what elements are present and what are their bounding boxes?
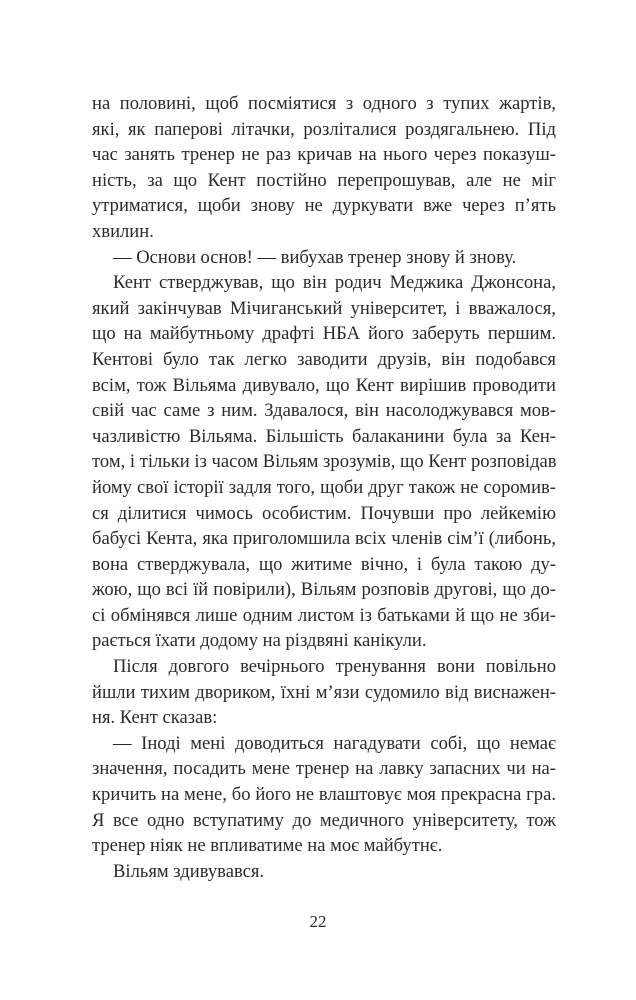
text-line: ність, за що Кент постійно перепрошував, але не міг (92, 169, 556, 191)
text-line: рається їхати додому на різдвяні канікули. (92, 630, 427, 652)
paragraph (92, 245, 556, 271)
text-line: жою, що всі їй повірили), Вільям розповів другові, що до- (92, 579, 556, 601)
text-line: йому свої історії задля того, щоби друг також не соромив- (92, 476, 556, 498)
paragraph (92, 654, 556, 731)
text-line: тренер ніяк не впливатиме на моє майбутнє. (92, 835, 443, 857)
text-line: які, як паперові літачки, розліталися роздягальнею. Під (92, 118, 556, 140)
paragraph (92, 731, 556, 859)
text-line: бабусі Кента, яка приголомшила всіх членів сім’ї (либонь, (92, 528, 556, 550)
text-line: Вільям здивувався. (113, 860, 265, 882)
paragraph (92, 270, 556, 654)
text-line: всім, тож Вільяма дивувало, що Кент вирішив проводити (92, 374, 556, 396)
text-line: Кент стверджував, що він родич Меджика Джонсона, (113, 272, 556, 294)
text-line: значення, посадить мене тренер на лавку запасних чи на- (92, 758, 556, 780)
text-line: ня. Кент сказав: (92, 707, 218, 729)
text-line: чазливістю Вільяма. Більшість балаканини була за Кен- (92, 425, 556, 447)
text-line: на половині, щоб посміятися з одного з тупих жартів, (92, 93, 556, 114)
body-text (92, 91, 556, 884)
text-line: — Іноді мені доводиться нагадувати собі, що немає (113, 732, 556, 754)
text-line: йшли тихим двориком, їхні м’язи судомило від виснажен- (92, 681, 556, 703)
text-line: Кентові було так легко заводити друзів, він подобався (92, 348, 556, 370)
text-line: — Основи основ! — вибухав тренер знову й знову. (113, 246, 517, 268)
text-line: свій час саме з ним. Здавалося, він насолоджувався мов- (92, 400, 556, 422)
text-line: ся ділитися чимось особистим. Почувши про лейкемію (92, 502, 556, 524)
paragraph (92, 859, 556, 885)
text-line: що на майбутньому драфті НБА його заберуть першим. (92, 323, 556, 345)
text-line: хвилин. (92, 220, 154, 242)
text-line: вона стверджувала, що житиме вічно, і була такою ду- (92, 553, 556, 575)
text-line: сі обмінявся лише одним листом із батьками й що не зби- (92, 604, 556, 626)
text-line: Я все одно вступатиму до медичного університету, тож (92, 809, 556, 831)
text-line: том, і тільки із часом Вільям зрозумів, що Кент розповідав (92, 451, 557, 473)
paragraph (92, 91, 556, 245)
text-line: час занять тренер не раз кричав на нього через показуш- (92, 144, 556, 166)
page-number: 22 (309, 912, 327, 931)
text-line: кричить на мене, бо його не влаштовує моя прекрасна гра. (92, 784, 556, 806)
text-line: який закінчував Мічиганський університет, і вважалося, (92, 297, 556, 319)
text-line: утриматися, щоби знову не дуркувати вже через п’ять (92, 195, 556, 217)
text-line: Після довгого вечірнього тренування вони повільно (113, 656, 556, 678)
